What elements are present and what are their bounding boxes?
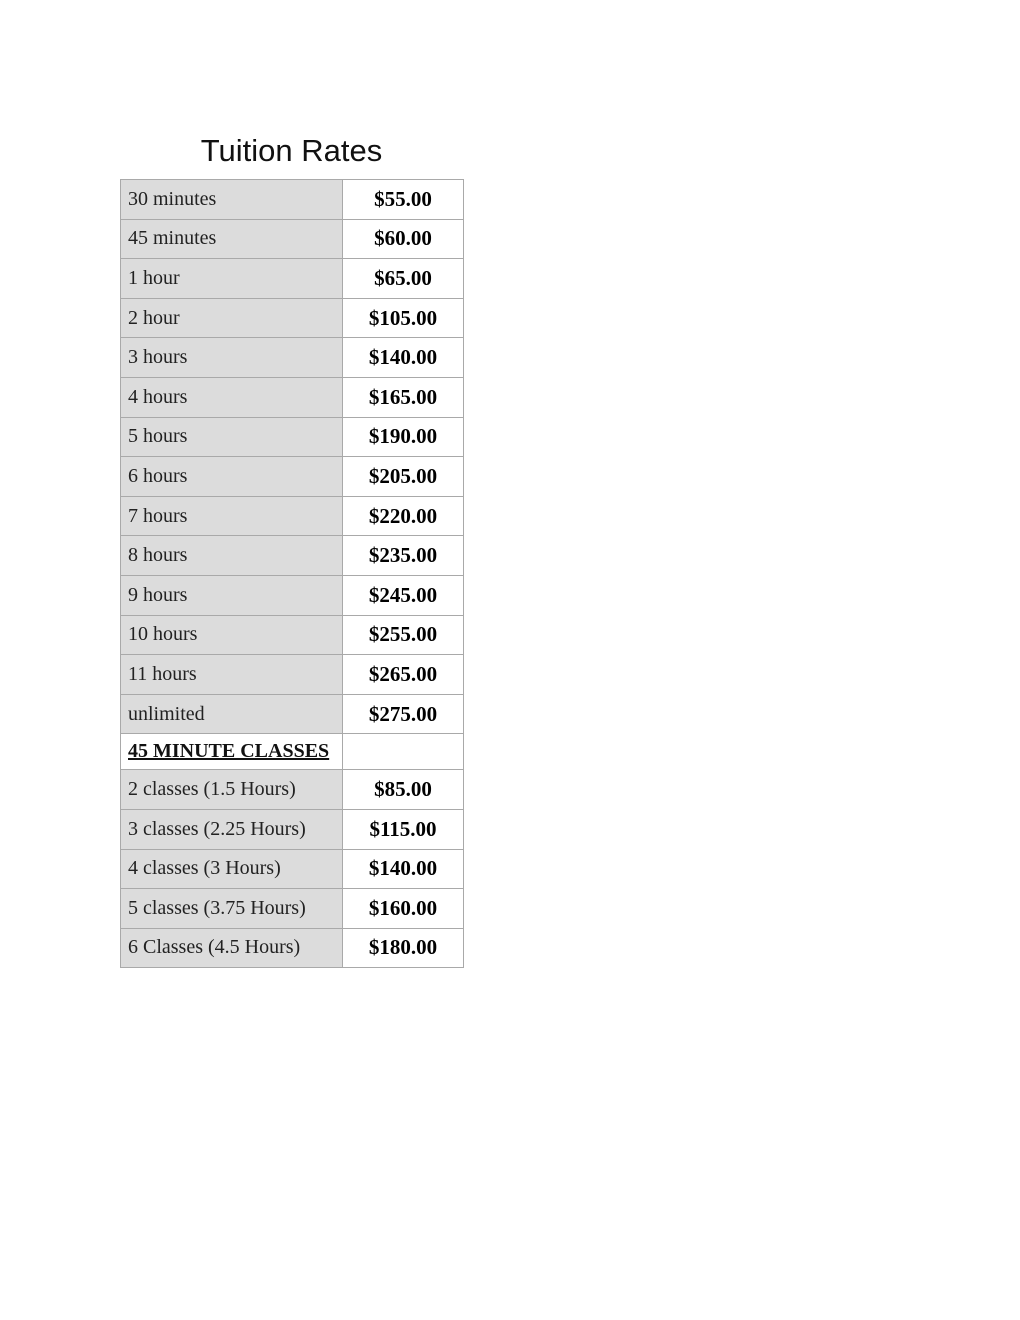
price-value: $105.00 — [343, 298, 464, 338]
price-value: $140.00 — [343, 338, 464, 378]
table-row — [121, 180, 464, 220]
class-package-label: 5 classes (3.75 Hours) — [121, 889, 343, 929]
duration-label: 10 hours — [121, 615, 343, 655]
table-row — [121, 655, 464, 695]
table-row — [121, 457, 464, 497]
class-package-label: 4 classes (3 Hours) — [121, 849, 343, 889]
price-value: $165.00 — [343, 377, 464, 417]
table-row — [121, 536, 464, 576]
table-row — [121, 338, 464, 378]
table-row — [121, 575, 464, 615]
duration-label: 45 minutes — [121, 219, 343, 259]
duration-label: unlimited — [121, 694, 343, 734]
price-value: $60.00 — [343, 219, 464, 259]
class-package-label: 2 classes (1.5 Hours) — [121, 770, 343, 810]
table-row — [121, 889, 464, 929]
duration-label: 9 hours — [121, 575, 343, 615]
price-value: $220.00 — [343, 496, 464, 536]
price-value: $205.00 — [343, 457, 464, 497]
price-value: $140.00 — [343, 849, 464, 889]
duration-label: 3 hours — [121, 338, 343, 378]
table-row — [121, 259, 464, 299]
tuition-rates-table — [120, 179, 464, 968]
class-package-label: 6 Classes (4.5 Hours) — [121, 928, 343, 968]
table-row — [121, 219, 464, 259]
price-value: $65.00 — [343, 259, 464, 299]
price-value: $115.00 — [343, 809, 464, 849]
price-value: $255.00 — [343, 615, 464, 655]
table-row — [121, 298, 464, 338]
duration-label: 2 hour — [121, 298, 343, 338]
table-row — [121, 417, 464, 457]
price-value: $235.00 — [343, 536, 464, 576]
empty-cell — [343, 734, 464, 770]
price-value: $265.00 — [343, 655, 464, 695]
price-value: $190.00 — [343, 417, 464, 457]
class-package-label: 3 classes (2.25 Hours) — [121, 809, 343, 849]
duration-label: 6 hours — [121, 457, 343, 497]
duration-label: 30 minutes — [121, 180, 343, 220]
price-value: $160.00 — [343, 889, 464, 929]
duration-label: 7 hours — [121, 496, 343, 536]
price-value: $275.00 — [343, 694, 464, 734]
price-value: $180.00 — [343, 928, 464, 968]
table-row — [121, 694, 464, 734]
price-value: $55.00 — [343, 180, 464, 220]
section-heading: 45 MINUTE CLASSES — [121, 734, 343, 770]
table-row — [121, 809, 464, 849]
duration-label: 8 hours — [121, 536, 343, 576]
table-row — [121, 770, 464, 810]
duration-label: 4 hours — [121, 377, 343, 417]
table-row — [121, 377, 464, 417]
price-value: $85.00 — [343, 770, 464, 810]
price-value: $245.00 — [343, 575, 464, 615]
table-row — [121, 496, 464, 536]
duration-label: 1 hour — [121, 259, 343, 299]
table-row — [121, 849, 464, 889]
duration-label: 11 hours — [121, 655, 343, 695]
duration-label: 5 hours — [121, 417, 343, 457]
table-row — [121, 615, 464, 655]
page-title: Tuition Rates — [200, 133, 383, 168]
section-heading-row — [121, 734, 464, 770]
table-row — [121, 928, 464, 968]
